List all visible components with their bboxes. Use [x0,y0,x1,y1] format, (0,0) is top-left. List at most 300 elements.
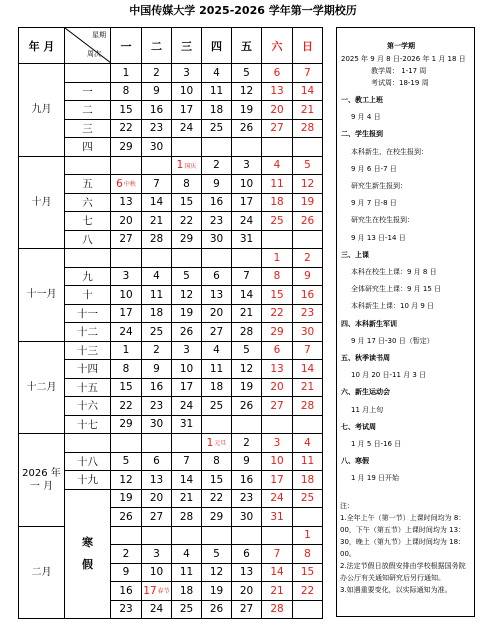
day-number: 24 [239,214,254,227]
day-cell [111,434,142,453]
day-cell [202,582,232,601]
day-cell [293,434,323,453]
day-number: 27 [239,603,254,616]
day-cell [232,212,262,231]
day-cell [111,64,142,83]
day-cell [111,249,142,268]
day-number: 3 [122,270,130,283]
day-number: 1 [122,66,130,79]
day-number: 14 [270,566,284,579]
semester-info-panel [336,27,475,617]
day-number: 7 [304,344,311,357]
day-cell [142,323,172,342]
info-detail: 1 月 5 日-16 日 [351,440,402,448]
day-cell [172,489,202,508]
day-cell [232,600,262,619]
day-number: 7 [273,547,281,560]
day-number: 23 [119,603,133,616]
day-cell [202,471,232,490]
day-number: 13 [149,473,164,486]
day-number: 16 [300,288,315,301]
day-number: 23 [209,214,224,227]
week-number: 六 [65,193,111,212]
info-detail: 10 月 20 日-11 月 3 日 [351,371,427,380]
day-number: 24 [119,325,133,338]
day-cell [262,545,293,564]
day-number: 3 [183,66,190,79]
day-cell [202,212,232,231]
day-cell [293,582,323,601]
day-number: 14 [179,473,194,486]
day-cell [262,230,293,249]
day-cell [262,508,293,527]
day-cell [293,508,323,527]
notes-section [340,500,472,596]
day-cell [111,119,142,138]
day-cell [232,286,262,305]
day-number: 17 [270,473,284,486]
day-cell [142,193,172,212]
week-row [19,397,323,416]
day-cell [111,545,142,564]
month-label: 九月 [19,64,65,157]
day-cell [172,64,202,83]
day-number: 20 [209,307,224,320]
day-cell [172,545,202,564]
day-cell [293,119,323,138]
month-label: 十月 [19,156,65,249]
day-cell [262,212,293,231]
day-number: 21 [300,381,315,394]
day-number: 28 [179,510,194,523]
day-cell [262,341,293,360]
day-cell [172,526,202,545]
day-number: 16 [149,103,164,116]
week-number: 十六 [65,397,111,416]
day-cell [202,563,232,582]
day-number: 14 [149,196,164,209]
month-label: 二月 [19,526,65,619]
day-cell [172,138,202,157]
day-cell [111,138,142,157]
day-cell [111,378,142,397]
day-number: 28 [149,233,164,246]
day-cell [172,434,202,453]
day-number: 31 [239,233,254,246]
day-number: 15 [119,381,133,394]
day-cell [172,267,202,286]
day-cell [232,508,262,527]
day-number: 20 [239,584,254,597]
day-number: 23 [149,399,164,412]
week-number: 十三 [65,341,111,360]
week-number: 七 [65,212,111,231]
day-cell [172,508,202,527]
day-cell [232,138,262,157]
info-section-heading: 八、寒假 [341,457,369,466]
day-number: 1 [304,529,311,542]
info-section-heading: 二、学生报到 [341,130,383,139]
day-number: 24 [179,399,194,412]
day-number: 8 [122,85,130,98]
day-number: 21 [149,214,164,227]
day-cell [293,563,323,582]
note-1: 1.全年上午（第一节）上课时间均为 8：00，下午（第五节）上课时间均为 13：30，晚上（第九节）上课时间均为 18：00。 [340,514,466,558]
day-cell [262,360,293,379]
day-number: 9 [153,85,160,98]
weekday-header-4: 四 [202,28,232,64]
day-number: 12 [119,473,133,486]
day-cell [293,600,323,619]
day-number: 29 [179,233,194,246]
day-cell [202,545,232,564]
day-cell [232,341,262,360]
week-number: 八 [65,230,111,249]
day-number: 8 [183,177,190,190]
day-number: 10 [270,455,284,468]
week-number [65,156,111,175]
day-cell [232,526,262,545]
info-detail: 9 月 4 日 [351,113,381,122]
day-cell [202,323,232,342]
day-cell [262,156,293,175]
day-number: 11 [270,177,284,190]
day-number: 4 [183,547,190,560]
day-cell [262,323,293,342]
day-cell [172,193,202,212]
day-number: 17 [179,103,194,116]
day-number: 6 [273,66,281,79]
day-number: 18 [270,196,284,209]
day-cell [202,175,232,194]
day-cell [172,101,202,120]
day-number: 11 [179,566,194,579]
day-cell [172,304,202,323]
day-cell [111,582,142,601]
day-cell [202,341,232,360]
day-cell [142,415,172,434]
month-label: 十二月 [19,341,65,434]
header-row [19,28,323,64]
day-number: 28 [300,122,315,135]
day-number: 26 [119,510,133,523]
week-number: 三 [65,119,111,138]
winter-vacation-label: 寒 假 [65,489,111,619]
day-cell [232,175,262,194]
day-cell [293,138,323,157]
week-row [19,249,323,268]
day-cell [293,193,323,212]
day-number: 11 [300,455,315,468]
weekday-header-7: 日 [293,28,323,64]
day-cell [262,119,293,138]
day-cell [293,101,323,120]
day-number: 2 [122,547,130,560]
day-number: 8 [304,547,311,560]
day-cell [172,286,202,305]
day-cell [111,471,142,490]
day-cell [232,230,262,249]
day-number: 8 [273,270,281,283]
day-number: 10 [179,85,194,98]
day-number: 25 [300,492,315,505]
day-cell [232,101,262,120]
day-number: 26 [239,122,254,135]
day-cell [232,582,262,601]
day-cell [202,267,232,286]
day-number: 19 [239,103,254,116]
week-row [19,434,323,453]
day-cell [202,286,232,305]
day-cell [172,323,202,342]
week-number: 十七 [65,415,111,434]
day-number: 19 [119,492,133,505]
week-row [19,471,323,490]
day-cell [232,193,262,212]
day-cell [232,415,262,434]
week-number: 五 [65,175,111,194]
info-heading: 第一学期 [387,42,415,50]
day-cell [262,526,293,545]
day-cell [142,212,172,231]
day-cell [232,119,262,138]
day-number: 18 [179,584,194,597]
week-number [65,249,111,268]
day-cell [293,415,323,434]
info-exam-weeks: 考试周：18-19 周 [371,79,429,87]
day-cell [232,64,262,83]
day-number: 16 [209,196,224,209]
day-cell [293,230,323,249]
note-2: 2.法定节假日放假安排由学校根据国务院办公厅有关通知研究后另行通知。 [340,562,466,582]
day-cell [111,508,142,527]
day-number: 26 [239,399,254,412]
day-cell [232,323,262,342]
info-teaching-weeks: 教学周： 1-17 周 [371,67,427,75]
day-cell [111,156,142,175]
holiday-note: 国庆 [184,162,197,170]
day-number: 7 [243,270,250,283]
day-cell [232,304,262,323]
day-number: 7 [183,455,190,468]
day-cell [232,360,262,379]
day-cell [293,175,323,194]
day-number: 15 [119,103,133,116]
day-cell [202,452,232,471]
day-cell [111,82,142,101]
day-cell [262,249,293,268]
day-number: 23 [149,122,164,135]
day-cell [232,545,262,564]
day-cell [111,323,142,342]
day-cell [262,489,293,508]
day-number: 12 [239,85,254,98]
day-number: 5 [243,344,250,357]
day-cell [293,526,323,545]
day-number: 17 [239,196,254,209]
day-number: 12 [179,288,194,301]
day-number: 23 [300,307,315,320]
day-cell [111,600,142,619]
day-number: 3 [243,159,250,172]
day-cell [262,304,293,323]
week-number: 十二 [65,323,111,342]
day-number: 9 [213,177,220,190]
day-cell [172,341,202,360]
day-cell [232,378,262,397]
info-detail: 本科新生上课：10 月 9 日 [351,302,435,311]
day-cell [262,193,293,212]
day-number: 13 [270,85,284,98]
day-cell [232,471,262,490]
day-cell [142,82,172,101]
day-number: 12 [239,362,254,375]
day-number: 17 [179,381,194,394]
day-cell [142,64,172,83]
day-cell [111,526,142,545]
week-row [19,138,323,157]
day-number: 18 [149,307,164,320]
month-label: 2026 年 一 月 [19,434,65,527]
day-number: 13 [270,362,284,375]
info-section-heading: 三、上课 [341,250,369,259]
day-number: 27 [119,233,133,246]
day-number: 16 [239,473,254,486]
day-cell [142,508,172,527]
day-cell [111,304,142,323]
week-row [19,193,323,212]
day-number: 5 [122,455,130,468]
day-cell [293,378,323,397]
month-label: 十一月 [19,249,65,342]
day-cell [202,526,232,545]
day-number: 22 [119,122,133,135]
day-number: 3 [273,436,281,449]
day-number: 9 [153,362,160,375]
day-number: 4 [273,159,281,172]
info-detail: 9 月 13 日-14 日 [351,233,406,242]
day-number: 25 [209,399,224,412]
week-row [19,360,323,379]
info-section-heading: 一、教工上班 [341,96,383,104]
day-number: 20 [270,381,284,394]
week-row [19,119,323,138]
day-number: 27 [149,510,164,523]
month-header: 年 月 [19,28,65,64]
day-cell [172,415,202,434]
day-cell [202,193,232,212]
day-cell [293,323,323,342]
weekday-header-1: 一 [111,28,142,64]
day-number: 12 [300,177,315,190]
week-number: 九 [65,267,111,286]
day-number: 9 [304,270,311,283]
note-3: 3.如遇重要变化，以实际通知为准。 [340,586,452,594]
day-number: 28 [270,603,284,616]
day-number: 8 [122,362,130,375]
day-number: 10 [149,566,164,579]
day-number: 2 [213,159,220,172]
day-cell [172,378,202,397]
day-number: 3 [183,344,190,357]
day-number: 15 [300,566,315,579]
day-number: 6 [243,547,250,560]
day-number: 20 [149,492,164,505]
day-cell [293,249,323,268]
day-number: 17 [119,307,133,320]
week-number: 十九 [65,471,111,490]
week-row [19,341,323,360]
day-cell [172,212,202,231]
day-cell [172,175,202,194]
day-number: 5 [243,66,250,79]
day-number: 30 [209,233,224,246]
day-cell [202,397,232,416]
day-cell [202,600,232,619]
day-cell [202,230,232,249]
day-cell [202,138,232,157]
day-cell [142,286,172,305]
day-number: 6 [213,270,220,283]
day-cell [232,267,262,286]
day-number: 7 [153,177,160,190]
week-row [19,230,323,249]
day-cell [202,508,232,527]
day-number: 29 [209,510,224,523]
day-cell [111,212,142,231]
day-number: 9 [243,455,250,468]
day-number: 6 [153,455,160,468]
day-number: 21 [270,584,284,597]
day-number: 25 [209,122,224,135]
info-detail: 研究生新生报到： [351,182,407,190]
week-corner-header [65,28,111,64]
day-number: 6 [116,177,123,190]
info-section-heading: 六、新生运动会 [341,388,390,397]
day-cell [262,378,293,397]
day-cell [172,156,202,175]
day-cell [142,563,172,582]
day-number: 29 [119,140,133,153]
day-number: 12 [209,566,224,579]
day-number: 28 [300,399,315,412]
info-detail: 研究生在校生报到： [351,216,414,225]
week-row [19,304,323,323]
day-cell [202,415,232,434]
day-number: 21 [300,103,315,116]
day-cell [293,341,323,360]
day-number: 1 [206,436,214,449]
day-cell [142,600,172,619]
day-cell [293,397,323,416]
info-section-heading: 五、秋季读书周 [341,354,390,362]
day-cell [293,471,323,490]
day-cell [262,138,293,157]
day-cell [142,138,172,157]
day-cell [232,249,262,268]
day-number: 1 [176,159,184,172]
day-cell [262,471,293,490]
day-cell [111,452,142,471]
day-number: 11 [149,288,164,301]
day-number: 20 [119,214,133,227]
day-cell [172,471,202,490]
day-cell [111,230,142,249]
day-cell [142,452,172,471]
page-title: 中国传媒大学 2025-2026 学年第一学期校历 [129,4,357,17]
info-range: 2025 年 9 月 8 日-2026 年 1 月 18 日 [341,55,466,63]
day-cell [111,193,142,212]
